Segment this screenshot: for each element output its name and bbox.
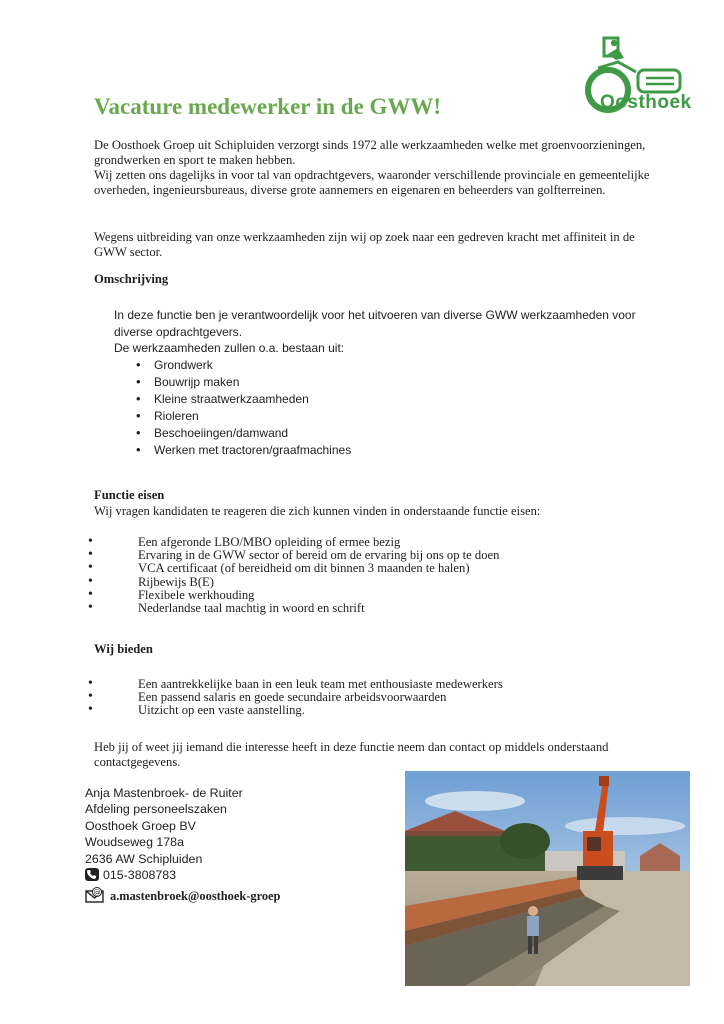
list-item: • Nederlandse taal machtig in woord en schrift xyxy=(88,602,499,615)
email-icon xyxy=(85,887,107,903)
section-heading-functie-eisen: Functie eisen xyxy=(94,488,165,502)
construction-site-photo xyxy=(405,771,690,986)
list-item: • Kleine straatwerkzaamheden xyxy=(132,391,644,408)
contact-department: Afdeling personeelszaken xyxy=(85,802,227,817)
list-item: • Bouwrijp maken xyxy=(132,374,644,391)
list-item: • Uitzicht op een vaste aanstelling. xyxy=(88,704,503,717)
svg-text:@: @ xyxy=(93,888,101,897)
functie-eisen-text: Wij vragen kandidaten te reageren die zich kunnen vinden in onderstaande functie eisen: xyxy=(94,504,541,518)
contact-email[interactable]: a.mastenbroek@oosthoek-groep xyxy=(110,889,281,904)
list-item: • Een aantrekkelijke baan in een leuk team met enthousiaste medewerkers xyxy=(88,678,503,691)
functie-eisen-list xyxy=(88,536,499,615)
intro-paragraph-2: Wij zetten ons dagelijks in voor tal van opdrachtgevers, waaronder verschillende provinciale en gemeentelijke overheden, ingenieursbureaus, diverse grote aannemers en eigenaren en beheerders van golfterreinen. xyxy=(94,168,650,197)
omschrijving-subtext: De werkzaamheden zullen o.a. bestaan uit: xyxy=(114,341,345,355)
intro-paragraph-1: De Oosthoek Groep uit Schipluiden verzorgt sinds 1972 alle werkzaamheden welke met groenvoorzieningen, grondwerken en sport te maken hebben. xyxy=(94,138,646,167)
contact-name: Anja Mastenbroek- de Ruiter xyxy=(85,786,243,800)
omschrijving-block xyxy=(114,307,644,459)
omschrijving-text: In deze functie ben je verantwoordelijk voor het uitvoeren van diverse GWW werkzaamheden voor diverse opdrachtgevers. xyxy=(114,308,636,339)
list-item: • VCA certificaat (of bereidheid om dit binnen 3 maanden te halen) xyxy=(88,562,499,575)
contact-block xyxy=(85,785,280,904)
contact-street: Woudseweg 178a xyxy=(85,835,184,850)
logo-brand-text: Oosthoek xyxy=(600,92,692,113)
contact-phone-row xyxy=(85,867,280,883)
closing-paragraph: Heb jij of weet jij iemand die interesse heeft in deze functie neem dan contact op middels onderstaand contactgegevens. xyxy=(94,740,609,769)
list-item: • Rioleren xyxy=(132,408,644,425)
phone-icon xyxy=(85,868,99,881)
contact-phone[interactable]: 015-3808783 xyxy=(103,867,177,882)
wij-bieden-list xyxy=(88,678,503,718)
contact-city: 2636 AW Schipluiden xyxy=(85,851,203,866)
list-item: • Beschoeiingen/damwand xyxy=(132,425,644,442)
list-item: • Ervaring in de GWW sector of bereid om de ervaring bij ons op te doen xyxy=(88,549,499,562)
omschrijving-list xyxy=(132,357,644,459)
list-item: • Rijbewijs B(E) xyxy=(88,576,499,589)
section-heading-wij-bieden: Wij bieden xyxy=(94,642,153,656)
section-heading-omschrijving: Omschrijving xyxy=(94,272,169,286)
list-item: • Flexibele werkhouding xyxy=(88,589,499,602)
contact-email-row xyxy=(85,887,280,903)
list-item: • Een afgeronde LBO/MBO opleiding of ermee bezig xyxy=(88,536,499,549)
contact-company: Oosthoek Groep BV xyxy=(85,818,196,833)
list-item: • Een passend salaris en goede secundaire arbeidsvoorwaarden xyxy=(88,691,503,704)
list-item: • Werken met tractoren/graafmachines xyxy=(132,442,644,459)
company-logo xyxy=(578,30,708,118)
intro-paragraph-3: Wegens uitbreiding van onze werkzaamheden zijn wij op zoek naar een gedreven kracht met affiniteit in de GWW sector. xyxy=(94,230,635,259)
page-title: Vacature medewerker in de GWW! xyxy=(94,94,442,119)
list-item: • Grondwerk xyxy=(132,357,644,374)
